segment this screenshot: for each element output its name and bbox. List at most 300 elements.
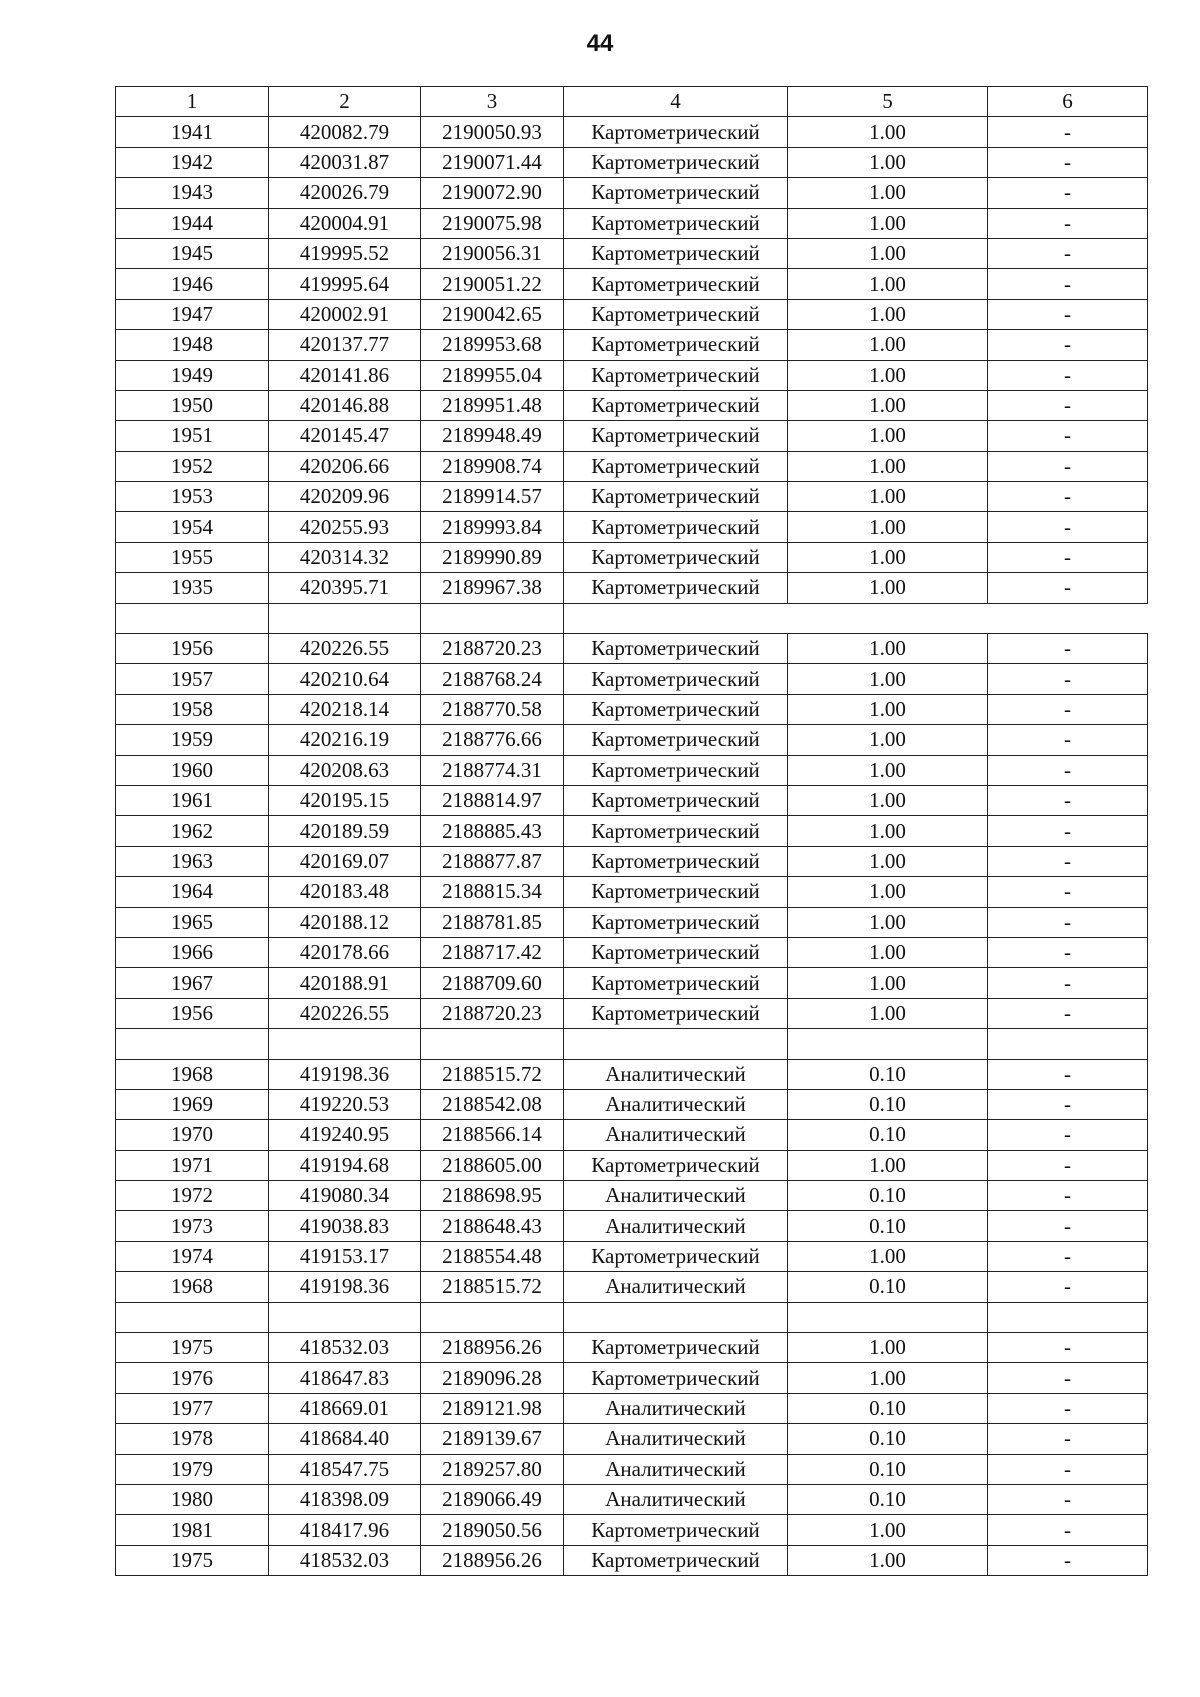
table-cell: 1956 xyxy=(116,634,269,664)
table-cell: 1967 xyxy=(116,968,269,998)
table-cell: Аналитический xyxy=(564,1272,788,1302)
empty-cell xyxy=(421,603,564,633)
table-cell: Картометрический xyxy=(564,755,788,785)
table-cell: - xyxy=(988,1424,1148,1454)
table-cell: 1949 xyxy=(116,360,269,390)
table-cell: 2188815.34 xyxy=(421,877,564,907)
table-cell: 420216.19 xyxy=(269,725,421,755)
table-cell: 2189993.84 xyxy=(421,512,564,542)
table-cell: 419995.64 xyxy=(269,269,421,299)
table-row xyxy=(116,117,1148,147)
table-cell: 1.00 xyxy=(788,1150,988,1180)
table-cell: Картометрический xyxy=(564,664,788,694)
table-cell: - xyxy=(988,816,1148,846)
table-cell: 2189948.49 xyxy=(421,421,564,451)
table-cell: 2188515.72 xyxy=(421,1272,564,1302)
table-cell: 418532.03 xyxy=(269,1545,421,1575)
table-cell: - xyxy=(988,968,1148,998)
table-cell: - xyxy=(988,846,1148,876)
table-cell: Картометрический xyxy=(564,937,788,967)
table-row xyxy=(116,1454,1148,1484)
table-cell: 2189914.57 xyxy=(421,482,564,512)
table-cell: 1.00 xyxy=(788,512,988,542)
table-cell: 2190050.93 xyxy=(421,117,564,147)
table-row xyxy=(116,1211,1148,1241)
table-cell: 1948 xyxy=(116,330,269,360)
table-cell: - xyxy=(988,117,1148,147)
table-cell: Картометрический xyxy=(564,117,788,147)
table-cell: 1.00 xyxy=(788,542,988,572)
table-cell: Аналитический xyxy=(564,1211,788,1241)
table-cell: - xyxy=(988,1120,1148,1150)
table-row xyxy=(116,269,1148,299)
table-cell: 2188605.00 xyxy=(421,1150,564,1180)
table-cell: 2190051.22 xyxy=(421,269,564,299)
table-cell: - xyxy=(988,1181,1148,1211)
table-cell: 1.00 xyxy=(788,1515,988,1545)
table-cell: 2188774.31 xyxy=(421,755,564,785)
table-cell: Картометрический xyxy=(564,694,788,724)
table-cell: 1.00 xyxy=(788,269,988,299)
page-number: 44 xyxy=(586,30,614,57)
table-row xyxy=(116,755,1148,785)
table-cell: 419198.36 xyxy=(269,1272,421,1302)
table-cell: 2188554.48 xyxy=(421,1241,564,1271)
table-cell: 2188698.95 xyxy=(421,1181,564,1211)
table-cell: 1942 xyxy=(116,147,269,177)
table-cell: 420314.32 xyxy=(269,542,421,572)
table-row xyxy=(116,299,1148,329)
table-cell: Картометрический xyxy=(564,785,788,815)
header-cell: 6 xyxy=(988,87,1148,117)
table-cell: 420141.86 xyxy=(269,360,421,390)
table-cell: 1.00 xyxy=(788,208,988,238)
table-cell: 2190042.65 xyxy=(421,299,564,329)
header-cell: 5 xyxy=(788,87,988,117)
table-cell: Картометрический xyxy=(564,1545,788,1575)
table-cell: 420145.47 xyxy=(269,421,421,451)
table-cell: - xyxy=(988,785,1148,815)
table-cell: - xyxy=(988,330,1148,360)
table-cell: 2188720.23 xyxy=(421,998,564,1028)
table-cell: 2189908.74 xyxy=(421,451,564,481)
table-cell: 420209.96 xyxy=(269,482,421,512)
table-cell: 1978 xyxy=(116,1424,269,1454)
table-row xyxy=(116,785,1148,815)
table-cell: - xyxy=(988,1272,1148,1302)
table-cell: 1945 xyxy=(116,238,269,268)
table-cell: - xyxy=(988,634,1148,664)
table-cell: Аналитический xyxy=(564,1120,788,1150)
separator-row xyxy=(116,1029,1148,1059)
table-cell: - xyxy=(988,299,1148,329)
table-cell: 2190056.31 xyxy=(421,238,564,268)
table-cell: Аналитический xyxy=(564,1181,788,1211)
table-cell: 0.10 xyxy=(788,1393,988,1423)
table-cell: 2189951.48 xyxy=(421,390,564,420)
table-cell: 2188648.43 xyxy=(421,1211,564,1241)
table-cell: - xyxy=(988,178,1148,208)
table-cell: 2188956.26 xyxy=(421,1545,564,1575)
table-cell: 1955 xyxy=(116,542,269,572)
empty-cell xyxy=(564,1302,788,1332)
table-cell: 1.00 xyxy=(788,1545,988,1575)
table-cell: 2189990.89 xyxy=(421,542,564,572)
table-cell: 1.00 xyxy=(788,725,988,755)
empty-cell xyxy=(564,603,1148,633)
table-cell: 2188814.97 xyxy=(421,785,564,815)
table-cell: Картометрический xyxy=(564,846,788,876)
table-row xyxy=(116,147,1148,177)
table-cell: 1954 xyxy=(116,512,269,542)
table-cell: 2188768.24 xyxy=(421,664,564,694)
table-cell: 1944 xyxy=(116,208,269,238)
table-cell: - xyxy=(988,269,1148,299)
table-cell: 419194.68 xyxy=(269,1150,421,1180)
table-cell: 0.10 xyxy=(788,1059,988,1089)
table-cell: 420195.15 xyxy=(269,785,421,815)
table-cell: 1.00 xyxy=(788,907,988,937)
table-cell: - xyxy=(988,998,1148,1028)
table-cell: - xyxy=(988,1089,1148,1119)
table-cell: 1.00 xyxy=(788,785,988,815)
table-cell: - xyxy=(988,1545,1148,1575)
table-cell: - xyxy=(988,694,1148,724)
table-cell: 418398.09 xyxy=(269,1484,421,1514)
table-cell: Картометрический xyxy=(564,877,788,907)
table-cell: - xyxy=(988,390,1148,420)
table-row xyxy=(116,1089,1148,1119)
table-cell: Картометрический xyxy=(564,816,788,846)
table-cell: 2188720.23 xyxy=(421,634,564,664)
table-cell: 419038.83 xyxy=(269,1211,421,1241)
table-cell: 1952 xyxy=(116,451,269,481)
table-cell: 1965 xyxy=(116,907,269,937)
table-cell: - xyxy=(988,1241,1148,1271)
table-cell: 420226.55 xyxy=(269,634,421,664)
table-cell: Картометрический xyxy=(564,1363,788,1393)
table-row xyxy=(116,998,1148,1028)
header-cell: 1 xyxy=(116,87,269,117)
table-cell: 1.00 xyxy=(788,998,988,1028)
table-cell: 2188776.66 xyxy=(421,725,564,755)
table-cell: 2190071.44 xyxy=(421,147,564,177)
table-cell: 1.00 xyxy=(788,846,988,876)
table-cell: - xyxy=(988,542,1148,572)
table-row xyxy=(116,1545,1148,1575)
table-cell: 1947 xyxy=(116,299,269,329)
table-cell: 2188717.42 xyxy=(421,937,564,967)
table-cell: Картометрический xyxy=(564,968,788,998)
table-cell: - xyxy=(988,421,1148,451)
table-cell: Аналитический xyxy=(564,1454,788,1484)
table-cell: - xyxy=(988,512,1148,542)
table-cell: 420137.77 xyxy=(269,330,421,360)
table-cell: 1.00 xyxy=(788,238,988,268)
table-cell: 420188.12 xyxy=(269,907,421,937)
table-cell: 1.00 xyxy=(788,573,988,603)
table-cell: 1961 xyxy=(116,785,269,815)
table-cell: - xyxy=(988,1333,1148,1363)
table-cell: Картометрический xyxy=(564,634,788,664)
table-cell: 420208.63 xyxy=(269,755,421,785)
table-cell: 420082.79 xyxy=(269,117,421,147)
table-cell: 1.00 xyxy=(788,421,988,451)
table-cell: 1966 xyxy=(116,937,269,967)
table-row xyxy=(116,968,1148,998)
table-cell: 2188770.58 xyxy=(421,694,564,724)
table-cell: Аналитический xyxy=(564,1059,788,1089)
table-row xyxy=(116,330,1148,360)
table-cell: 1981 xyxy=(116,1515,269,1545)
table-cell: Аналитический xyxy=(564,1424,788,1454)
table-cell: 420146.88 xyxy=(269,390,421,420)
table-cell: 2188542.08 xyxy=(421,1089,564,1119)
table-cell: 0.10 xyxy=(788,1454,988,1484)
table-row xyxy=(116,1241,1148,1271)
table-cell: 1963 xyxy=(116,846,269,876)
table-cell: 1960 xyxy=(116,755,269,785)
table-cell: 2189139.67 xyxy=(421,1424,564,1454)
separator-row xyxy=(116,1302,1148,1332)
table-cell: 419220.53 xyxy=(269,1089,421,1119)
table-cell: 1935 xyxy=(116,573,269,603)
table-cell: 1946 xyxy=(116,269,269,299)
table-cell: Картометрический xyxy=(564,1150,788,1180)
table-cell: 0.10 xyxy=(788,1181,988,1211)
table-cell: 420026.79 xyxy=(269,178,421,208)
table-row xyxy=(116,725,1148,755)
table-cell: - xyxy=(988,1454,1148,1484)
table-cell: Картометрический xyxy=(564,238,788,268)
table-cell: Аналитический xyxy=(564,1089,788,1119)
table-cell: 2188885.43 xyxy=(421,816,564,846)
table-cell: 2188956.26 xyxy=(421,1333,564,1363)
table-cell: 2189955.04 xyxy=(421,360,564,390)
empty-cell xyxy=(269,603,421,633)
table-cell: Картометрический xyxy=(564,512,788,542)
table-cell: 1.00 xyxy=(788,816,988,846)
table-row xyxy=(116,694,1148,724)
table-cell: Картометрический xyxy=(564,299,788,329)
table-cell: 2188566.14 xyxy=(421,1120,564,1150)
table-row xyxy=(116,907,1148,937)
table-cell: Картометрический xyxy=(564,390,788,420)
table-row xyxy=(116,816,1148,846)
table-cell: Картометрический xyxy=(564,330,788,360)
table-cell: - xyxy=(988,1150,1148,1180)
table-row xyxy=(116,1059,1148,1089)
header-row xyxy=(116,87,1148,117)
table-cell: 1958 xyxy=(116,694,269,724)
table-cell: Картометрический xyxy=(564,147,788,177)
table-cell: Картометрический xyxy=(564,482,788,512)
empty-cell xyxy=(988,1029,1148,1059)
table-cell: - xyxy=(988,360,1148,390)
table-cell: 418669.01 xyxy=(269,1393,421,1423)
table-cell: 1.00 xyxy=(788,664,988,694)
table-cell: 420218.14 xyxy=(269,694,421,724)
table-cell: 2189050.56 xyxy=(421,1515,564,1545)
table-cell: 1957 xyxy=(116,664,269,694)
table-cell: Аналитический xyxy=(564,1393,788,1423)
table-cell: 1975 xyxy=(116,1545,269,1575)
table-cell: 1974 xyxy=(116,1241,269,1271)
empty-cell xyxy=(269,1302,421,1332)
table-row xyxy=(116,1150,1148,1180)
table-cell: 2188781.85 xyxy=(421,907,564,937)
table-cell: 1979 xyxy=(116,1454,269,1484)
empty-cell xyxy=(116,603,269,633)
table-row xyxy=(116,1181,1148,1211)
table-cell: Картометрический xyxy=(564,1333,788,1363)
table-cell: 1970 xyxy=(116,1120,269,1150)
table-cell: 419080.34 xyxy=(269,1181,421,1211)
table-cell: 418532.03 xyxy=(269,1333,421,1363)
table-cell: 1.00 xyxy=(788,482,988,512)
table-row xyxy=(116,1120,1148,1150)
empty-cell xyxy=(421,1029,564,1059)
table-cell: 1.00 xyxy=(788,178,988,208)
table-cell: Картометрический xyxy=(564,1515,788,1545)
table-cell: 420395.71 xyxy=(269,573,421,603)
table-row xyxy=(116,238,1148,268)
table-cell: Картометрический xyxy=(564,907,788,937)
table-cell: 1941 xyxy=(116,117,269,147)
table-cell: - xyxy=(988,664,1148,694)
table-cell: 0.10 xyxy=(788,1272,988,1302)
table-row xyxy=(116,542,1148,572)
table-cell: - xyxy=(988,1363,1148,1393)
table-cell: 420183.48 xyxy=(269,877,421,907)
table-cell: 420206.66 xyxy=(269,451,421,481)
table-row xyxy=(116,573,1148,603)
table-cell: 420002.91 xyxy=(269,299,421,329)
table-cell: 1959 xyxy=(116,725,269,755)
table-cell: Картометрический xyxy=(564,1241,788,1271)
table-row xyxy=(116,360,1148,390)
table-cell: - xyxy=(988,147,1148,177)
table-cell: 420031.87 xyxy=(269,147,421,177)
empty-cell xyxy=(988,1302,1148,1332)
table-row xyxy=(116,1272,1148,1302)
table-cell: 1953 xyxy=(116,482,269,512)
table-cell: - xyxy=(988,877,1148,907)
table-cell: - xyxy=(988,208,1148,238)
table-row xyxy=(116,421,1148,451)
table-cell: 420004.91 xyxy=(269,208,421,238)
table-cell: 420178.66 xyxy=(269,937,421,967)
empty-cell xyxy=(116,1302,269,1332)
table-cell: 1943 xyxy=(116,178,269,208)
table-cell: 2188877.87 xyxy=(421,846,564,876)
table-cell: 418647.83 xyxy=(269,1363,421,1393)
table-cell: 418684.40 xyxy=(269,1424,421,1454)
table-cell: - xyxy=(988,1393,1148,1423)
table-cell: Аналитический xyxy=(564,1484,788,1514)
table-cell: Картометрический xyxy=(564,451,788,481)
empty-cell xyxy=(788,1029,988,1059)
table-cell: 2189121.98 xyxy=(421,1393,564,1423)
table-cell: 0.10 xyxy=(788,1424,988,1454)
empty-cell xyxy=(564,1029,788,1059)
table-cell: 1.00 xyxy=(788,360,988,390)
table-row xyxy=(116,877,1148,907)
table-cell: 2189257.80 xyxy=(421,1454,564,1484)
table-cell: 2188515.72 xyxy=(421,1059,564,1089)
table-cell: 1980 xyxy=(116,1484,269,1514)
table-cell: 1.00 xyxy=(788,755,988,785)
table-row xyxy=(116,846,1148,876)
table-cell: 2188709.60 xyxy=(421,968,564,998)
table-row xyxy=(116,512,1148,542)
table-cell: 1956 xyxy=(116,998,269,1028)
table-cell: 1972 xyxy=(116,1181,269,1211)
table-cell: Картометрический xyxy=(564,208,788,238)
table-row xyxy=(116,208,1148,238)
table-cell: - xyxy=(988,1059,1148,1089)
table-cell: 2189066.49 xyxy=(421,1484,564,1514)
table-cell: 1964 xyxy=(116,877,269,907)
table-cell: - xyxy=(988,1211,1148,1241)
table-cell: 1969 xyxy=(116,1089,269,1119)
table-cell: - xyxy=(988,573,1148,603)
table-row xyxy=(116,634,1148,664)
table-row xyxy=(116,1333,1148,1363)
table-cell: 2189967.38 xyxy=(421,573,564,603)
table-row xyxy=(116,482,1148,512)
table-cell: 1968 xyxy=(116,1059,269,1089)
table-cell: 0.10 xyxy=(788,1089,988,1119)
table-row xyxy=(116,937,1148,967)
table-cell: 1975 xyxy=(116,1333,269,1363)
table-cell: 420188.91 xyxy=(269,968,421,998)
empty-cell xyxy=(269,1029,421,1059)
table-row xyxy=(116,1424,1148,1454)
table-cell: 1976 xyxy=(116,1363,269,1393)
table-cell: 1.00 xyxy=(788,968,988,998)
coordinates-table xyxy=(115,86,1148,1576)
table-row xyxy=(116,1363,1148,1393)
table-cell: - xyxy=(988,725,1148,755)
table-cell: 2190072.90 xyxy=(421,178,564,208)
table-cell: - xyxy=(988,755,1148,785)
table-row xyxy=(116,664,1148,694)
table-cell: 420169.07 xyxy=(269,846,421,876)
table-cell: 1950 xyxy=(116,390,269,420)
empty-cell xyxy=(421,1302,564,1332)
table-cell: Картометрический xyxy=(564,725,788,755)
table-cell: 1.00 xyxy=(788,1363,988,1393)
table-row xyxy=(116,390,1148,420)
table-cell: - xyxy=(988,907,1148,937)
table-body xyxy=(116,117,1148,1576)
table-cell: - xyxy=(988,451,1148,481)
table-row xyxy=(116,1515,1148,1545)
table-cell: 1.00 xyxy=(788,1333,988,1363)
table-cell: 1.00 xyxy=(788,147,988,177)
table-row xyxy=(116,451,1148,481)
table-cell: 1951 xyxy=(116,421,269,451)
table-cell: Картометрический xyxy=(564,542,788,572)
table-cell: Картометрический xyxy=(564,178,788,208)
table-cell: 1977 xyxy=(116,1393,269,1423)
table-cell: 1973 xyxy=(116,1211,269,1241)
table-row xyxy=(116,178,1148,208)
empty-cell xyxy=(788,1302,988,1332)
table-cell: - xyxy=(988,482,1148,512)
table-cell: 1.00 xyxy=(788,694,988,724)
